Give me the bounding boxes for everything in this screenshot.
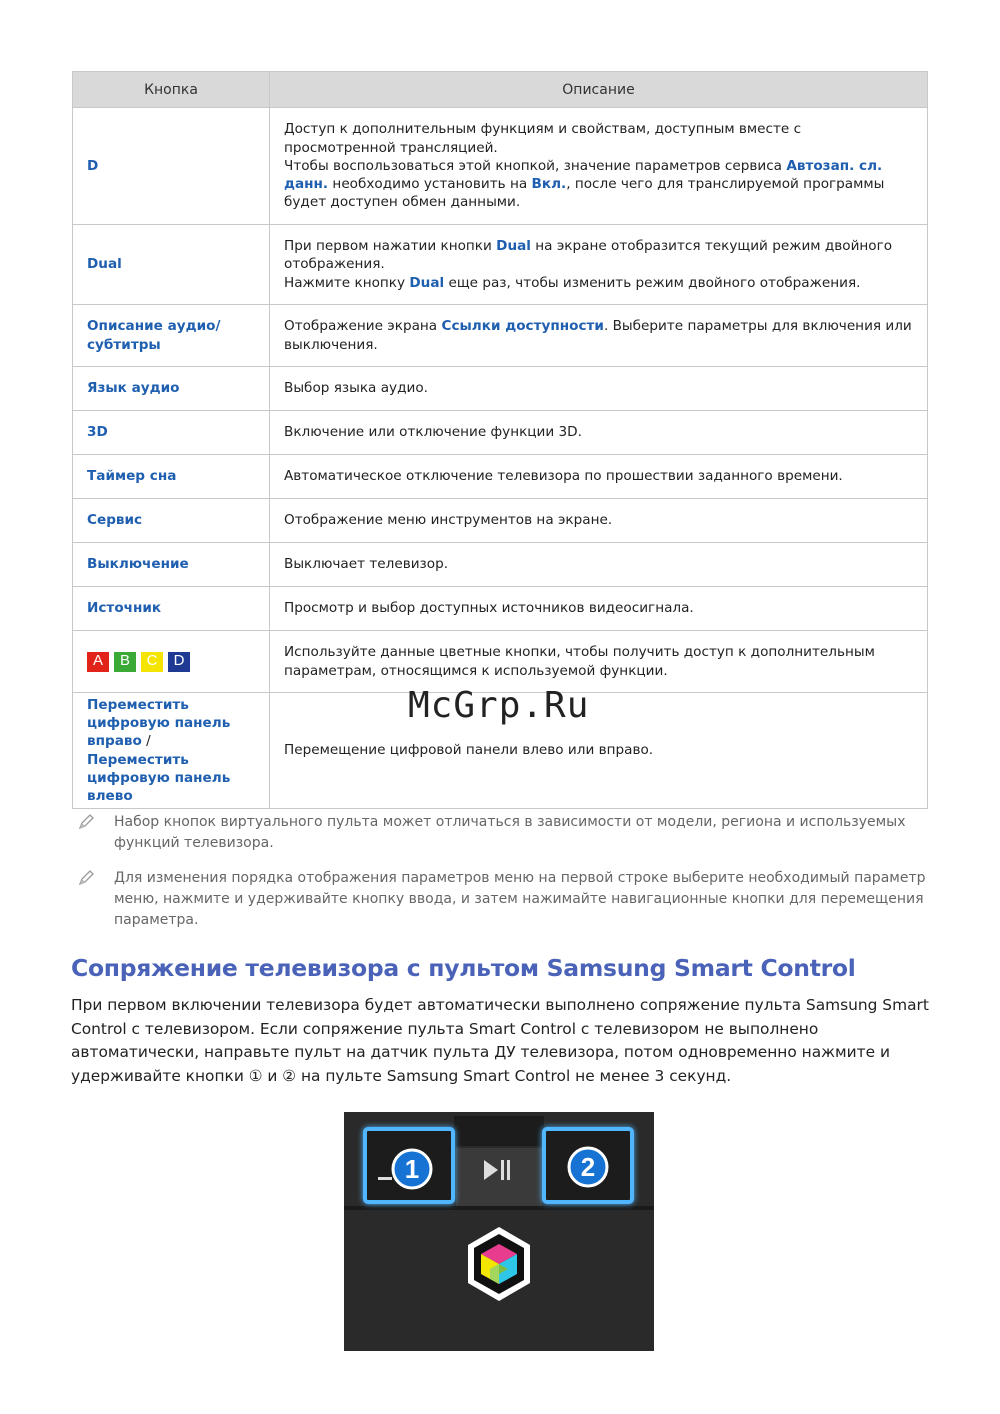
key-1-label: 1 bbox=[404, 1154, 420, 1184]
color-key-c: C bbox=[141, 652, 163, 672]
button-name: Таймер сна bbox=[87, 468, 177, 485]
description-text: Используйте данные цветные кнопки, чтобы получить доступ к дополнительным параметрам, относящимся к используемой функции. bbox=[284, 644, 875, 679]
section-body: При первом включении телевизора будет автоматически выполнено сопряжение пульта Samsung Smart Control с телевизором. Если сопряжение пульта Smart Control с телевизором не выполнено автоматически, направьте пульт на датчик пульта ДУ телевизора, потом одновременно нажмите и удерживайте кнопки ① и ② на пульте Samsung Smart Control не менее 3 секунд. bbox=[71, 996, 929, 1085]
button-cell bbox=[73, 367, 270, 411]
description-text: Отображение экрана Ссылки доступности. Выберите параметры для включения или выключения. bbox=[284, 318, 912, 353]
pencil-icon bbox=[76, 868, 96, 888]
key-2 bbox=[544, 1129, 632, 1202]
button-cell bbox=[73, 108, 270, 225]
description-cell bbox=[270, 499, 928, 543]
description-cell bbox=[270, 455, 928, 499]
note-text: Для изменения порядка отображения параметров меню на первой строке выберите необходимый параметр меню, нажмите и удерживайте кнопку ввода, и затем нажимайте навигационные кнопки для перемещения параметра. bbox=[114, 870, 926, 928]
description-text: Просмотр и выбор доступных источников видеосигнала. bbox=[284, 600, 694, 617]
description-text: Нажмите кнопку Dual еще раз, чтобы изменить режим двойного отображения. bbox=[284, 274, 861, 291]
button-name: Переместить цифровую панель вправо bbox=[87, 696, 231, 750]
table-row bbox=[73, 225, 928, 305]
description-cell bbox=[270, 631, 928, 693]
description-cell bbox=[270, 587, 928, 631]
button-name: Dual bbox=[87, 256, 122, 273]
remote-illustration bbox=[344, 1112, 654, 1351]
button-name: Переместить цифровую панель влево bbox=[87, 751, 231, 804]
color-key-a: A bbox=[87, 652, 109, 672]
table-row bbox=[73, 543, 928, 587]
button-name: Описание аудио/ субтитры bbox=[87, 318, 221, 353]
watermark: McGrp.Ru bbox=[408, 685, 590, 726]
remote-image bbox=[344, 1112, 654, 1351]
description-cell bbox=[270, 543, 928, 587]
button-cell bbox=[73, 411, 270, 455]
pencil-icon bbox=[76, 812, 96, 832]
button-cell bbox=[73, 455, 270, 499]
button-cell bbox=[73, 631, 270, 693]
note bbox=[76, 868, 932, 931]
description-text: Включение или отключение функции 3D. bbox=[284, 424, 582, 441]
description-cell bbox=[270, 108, 928, 225]
button-name: Выключение bbox=[87, 556, 189, 573]
description-cell bbox=[270, 411, 928, 455]
table-row bbox=[73, 455, 928, 499]
header-button: Кнопка bbox=[73, 72, 270, 108]
button-name: Сервис bbox=[87, 512, 143, 529]
button-cell bbox=[73, 543, 270, 587]
description-text: Выбор языка аудио. bbox=[284, 380, 428, 397]
note bbox=[76, 812, 932, 854]
description-cell bbox=[270, 693, 928, 809]
button-cell bbox=[73, 499, 270, 543]
button-cell bbox=[73, 587, 270, 631]
description-text: Автоматическое отключение телевизора по прошествии заданного времени. bbox=[284, 468, 843, 485]
key-1 bbox=[365, 1129, 453, 1202]
description-cell bbox=[270, 225, 928, 305]
table-row bbox=[73, 587, 928, 631]
color-keys bbox=[87, 652, 255, 672]
section-title: Сопряжение телевизора с пультом Samsung Smart Control bbox=[71, 954, 856, 982]
table-row bbox=[73, 305, 928, 367]
description-text: Перемещение цифровой панели влево или вправо. bbox=[284, 742, 654, 759]
table-row bbox=[73, 411, 928, 455]
color-key-d: D bbox=[168, 652, 190, 672]
note-text: Набор кнопок виртуального пульта может отличаться в зависимости от модели, региона и используемых функций телевизора. bbox=[114, 814, 906, 851]
table-row bbox=[73, 108, 928, 225]
description-text: Чтобы воспользоваться этой кнопкой, значение параметров сервиса Автозап. сл. данн. необходимо установить на Вкл., после чего для транслируемой программы будет доступен обмен данными. bbox=[284, 157, 885, 211]
description-text: Отображение меню инструментов на экране. bbox=[284, 512, 613, 529]
description-text: Доступ к дополнительным функциям и свойствам, доступным вместе с просмотренной трансляцией. bbox=[284, 121, 802, 156]
button-name: Источник bbox=[87, 600, 162, 617]
description-cell bbox=[270, 305, 928, 367]
button-cell: Переместить цифровую панель вправо / Переместить цифровую панель влево bbox=[73, 693, 270, 809]
button-cell bbox=[73, 225, 270, 305]
button-name: 3D bbox=[87, 424, 108, 441]
table-row bbox=[73, 499, 928, 543]
color-key-b: B bbox=[114, 652, 136, 672]
key-2-label: 2 bbox=[580, 1152, 596, 1182]
button-name: D bbox=[87, 157, 99, 174]
header-description: Описание bbox=[270, 72, 928, 108]
description-text: Выключает телевизор. bbox=[284, 556, 449, 573]
description-text: При первом нажатии кнопки Dual на экране отобразится текущий режим двойного отображения. bbox=[284, 238, 893, 273]
table-row bbox=[73, 367, 928, 411]
button-name: Язык аудио bbox=[87, 380, 180, 397]
button-cell bbox=[73, 305, 270, 367]
table-header-row bbox=[73, 72, 928, 108]
description-cell bbox=[270, 367, 928, 411]
table-row bbox=[73, 631, 928, 693]
